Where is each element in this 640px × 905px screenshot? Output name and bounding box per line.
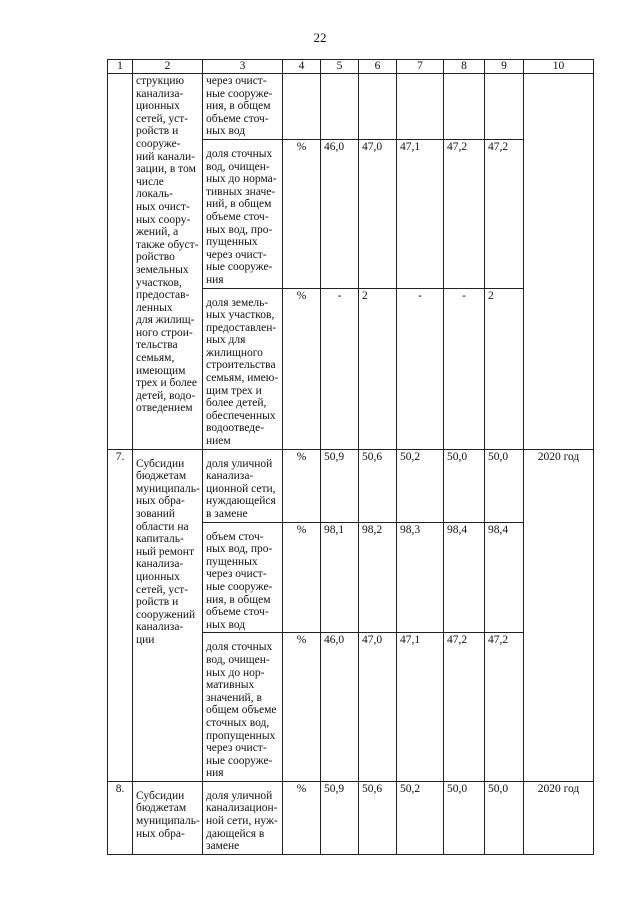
indicator-cell: доля сточных вод, очищен- ных до норма- тивных значе- ний, в общем объеме сточ- ных вод, про- пущенных через очист- ные сооруже- ния	[203, 139, 283, 288]
header-cell: 7	[397, 60, 444, 74]
indicator-cell: доля уличной канализа- ционной сети, нуждающейся в замене	[203, 449, 283, 522]
header-cell: 9	[485, 60, 524, 74]
unit-cell: %	[283, 522, 321, 633]
value-cell	[444, 74, 485, 140]
value-cell: 2	[485, 288, 524, 449]
value-cell: 2	[359, 288, 397, 449]
indicator-cell: доля сточных вод, очищен- ных до нор- мативных значений, в общем объеме сточных вод, пропущенных через очист- ные сооруже- ния	[203, 633, 283, 782]
value-cell: 47,2	[444, 633, 485, 782]
value-cell: 50,9	[321, 449, 359, 522]
value-cell: 98,4	[485, 522, 524, 633]
value-cell: 47,1	[397, 633, 444, 782]
value-cell: 46,0	[321, 139, 359, 288]
value-cell	[359, 74, 397, 140]
header-cell: 10	[524, 60, 594, 74]
table-row	[108, 74, 594, 140]
header-cell: 2	[133, 60, 203, 74]
measure-name-cell: струкцию канализа- ционных сетей, уст- ройств и сооруже- ний канали- зации, в том числе локаль- ных очист- ных соору- жений, а также обуст- ройство земельных участков, предостав- ленных для жилищ- ного строи- тельства семьям, имеющим трех и более детей, водо- отведением	[133, 74, 203, 450]
value-cell: -	[444, 288, 485, 449]
measure-name-cell: Субсидии бюджетам муниципаль- ных обра- зований области на капиталь- ный ремонт канализа- ционных сетей, уст- ройств и сооружений канализа- ции	[133, 449, 203, 781]
unit-cell: %	[283, 449, 321, 522]
value-cell: 50,2	[397, 781, 444, 854]
value-cell: 50,6	[359, 449, 397, 522]
year-cell	[524, 74, 594, 450]
value-cell: 47,0	[359, 633, 397, 782]
year-cell: 2020 год	[524, 781, 594, 854]
page-number: 22	[313, 30, 327, 45]
value-cell	[397, 74, 444, 140]
value-cell: 50,9	[321, 781, 359, 854]
header-cell: 3	[203, 60, 283, 74]
value-cell: 98,4	[444, 522, 485, 633]
value-cell: 50,0	[485, 449, 524, 522]
value-cell: -	[321, 288, 359, 449]
value-cell: 47,2	[444, 139, 485, 288]
value-cell: 47,1	[397, 139, 444, 288]
indicators-table	[107, 59, 594, 855]
value-cell: 47,2	[485, 139, 524, 288]
value-cell: 46,0	[321, 633, 359, 782]
table-row	[108, 449, 594, 522]
header-cell: 4	[283, 60, 321, 74]
value-cell: 50,2	[397, 449, 444, 522]
value-cell	[321, 74, 359, 140]
header-cell: 1	[108, 60, 133, 74]
year-cell: 2020 год	[524, 449, 594, 781]
value-cell: 98,2	[359, 522, 397, 633]
unit-cell	[283, 74, 321, 140]
header-cell: 5	[321, 60, 359, 74]
header-cell: 6	[359, 60, 397, 74]
indicator-cell: доля уличной канализацион- ной сети, нуж- дающейся в замене	[203, 781, 283, 854]
value-cell: 50,0	[444, 449, 485, 522]
value-cell: 98,3	[397, 522, 444, 633]
value-cell: 98,1	[321, 522, 359, 633]
measure-name-cell: Субсидии бюджетам муниципаль- ных обра-	[133, 781, 203, 854]
value-cell: 50,0	[485, 781, 524, 854]
value-cell: 50,0	[444, 781, 485, 854]
unit-cell: %	[283, 139, 321, 288]
value-cell: 47,2	[485, 633, 524, 782]
unit-cell: %	[283, 781, 321, 854]
value-cell: 50,6	[359, 781, 397, 854]
table-row	[108, 781, 594, 854]
indicator-cell: доля земель- ных участков, предоставлен- ных для жилищного строительства семьям, имею- щим трех и более детей, обеспеченных водоотведе- нием	[203, 288, 283, 449]
value-cell: 47,0	[359, 139, 397, 288]
header-row	[108, 60, 594, 74]
row-number-cell	[108, 74, 133, 450]
value-cell: -	[397, 288, 444, 449]
row-number-cell: 7.	[108, 449, 133, 781]
unit-cell: %	[283, 633, 321, 782]
row-number-cell: 8.	[108, 781, 133, 854]
indicator-cell: объем сточ- ных вод, про- пущенных через очист- ные сооруже- ния, в общем объеме сточ- ных вод	[203, 522, 283, 633]
value-cell	[485, 74, 524, 140]
unit-cell: %	[283, 288, 321, 449]
header-cell: 8	[444, 60, 485, 74]
indicator-cell: через очист- ные сооруже- ния, в общем объеме сточ- ных вод	[203, 74, 283, 140]
